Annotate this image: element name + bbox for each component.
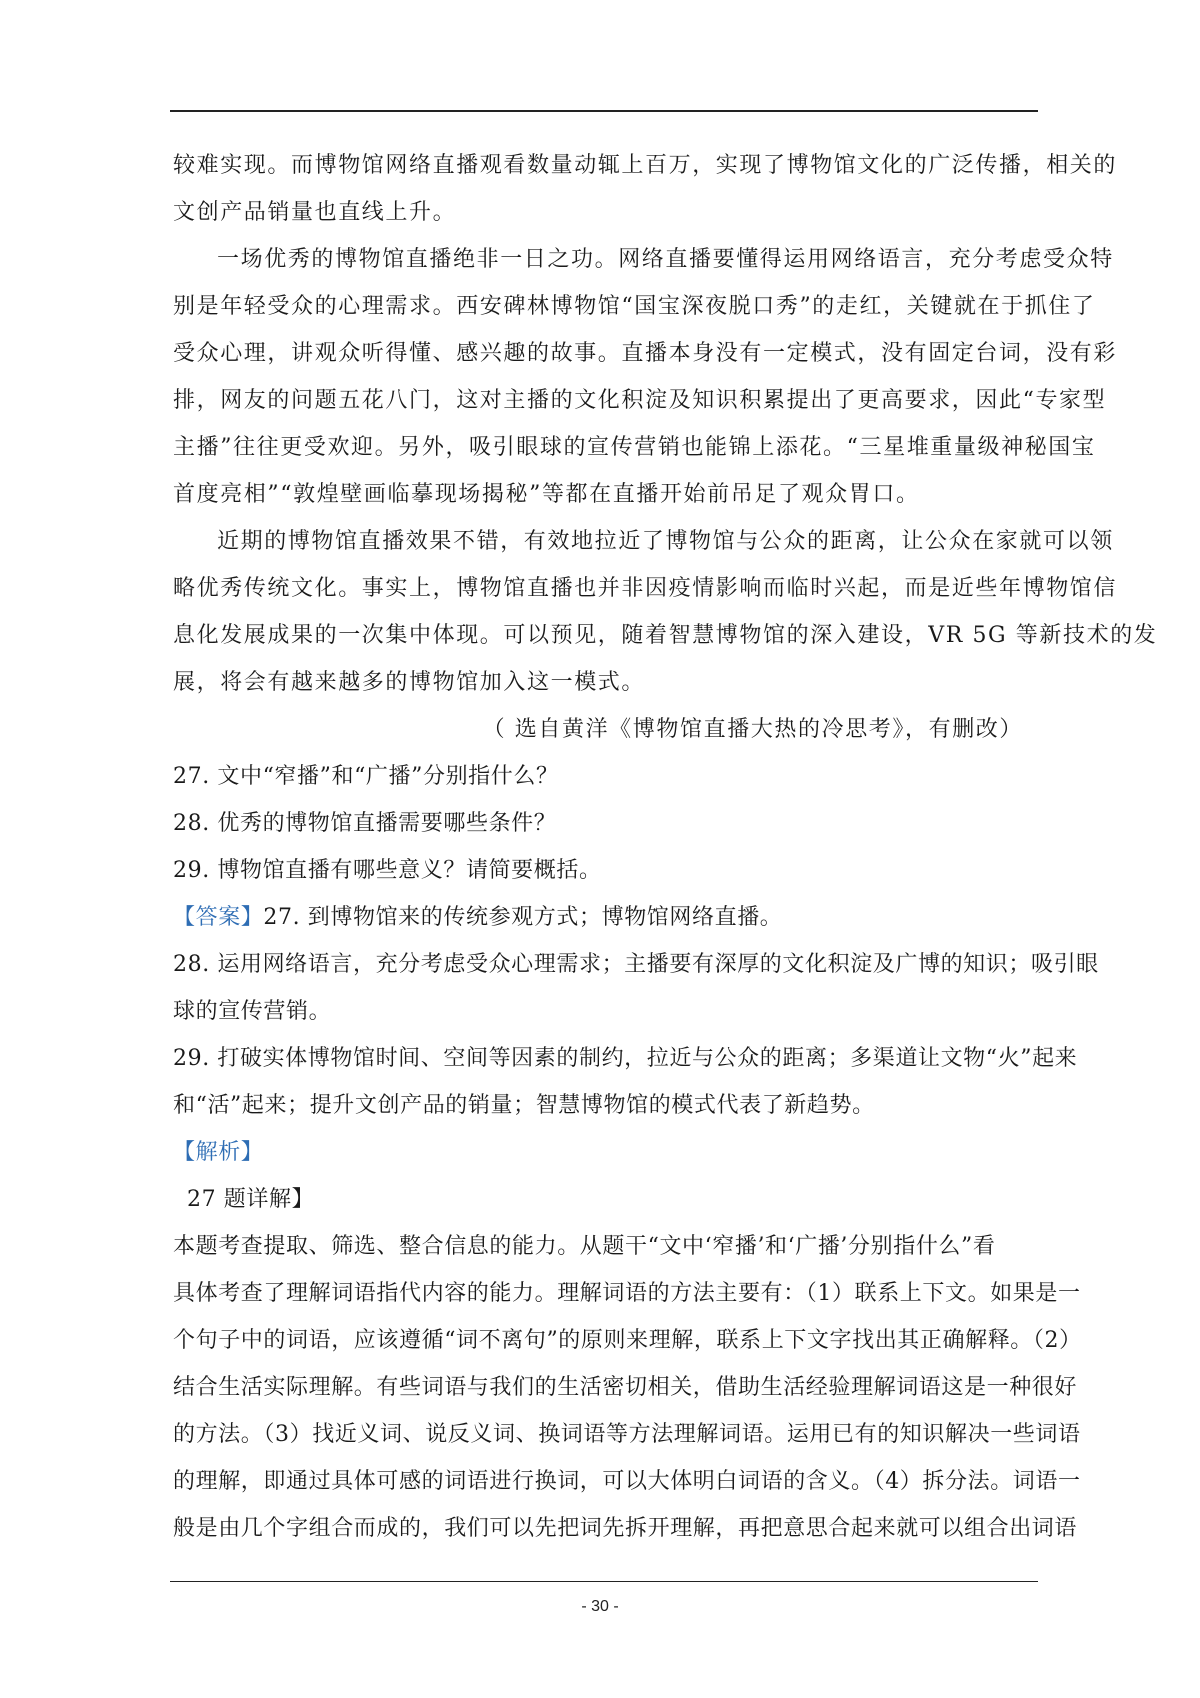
passage-line: 较难实现。而博物馆网络直播观看数量动辄上百万，实现了博物馆文化的广泛传播，相关的	[173, 153, 1118, 178]
passage-line: 主播”往往更受欢迎。另外，吸引眼球的宣传营销也能锦上添花。“三星堆重量级神秘国宝	[173, 435, 1096, 460]
passage-line: 文创产品销量也直线上升。	[173, 200, 457, 225]
answer-line: 29. 打破实体博物馆时间、空间等因素的制约，拉近与公众的距离；多渠道让文物“火”起来	[173, 1046, 1078, 1071]
analysis-line: 结合生活实际理解。有些词语与我们的生活密切相关，借助生活经验理解词语这是一种很好	[173, 1375, 1078, 1400]
passage-line: 一场优秀的博物馆直播绝非一日之功。网络直播要懂得运用网络语言，充分考虑受众特	[217, 247, 1114, 272]
question-item: 29. 博物馆直播有哪些意义？请简要概括。	[173, 858, 602, 883]
answer-first-line	[173, 894, 1035, 941]
analysis-heading: 27 题详解】	[187, 1187, 315, 1212]
source-citation: （ 选自黄洋《博物馆直播大热的冷思考》，有删改）	[482, 717, 1023, 742]
answer-line: 28. 运用网络语言，充分考虑受众心理需求；主播要有深厚的文化积淀及广博的知识；吸引眼	[173, 952, 1099, 977]
analysis-line: 个句子中的词语，应该遵循“词不离句”的原则来理解，联系上下文字找出其正确解释。（2）	[173, 1328, 1082, 1353]
passage-line: 近期的博物馆直播效果不错，有效地拉近了博物馆与公众的距离，让公众在家就可以领	[217, 529, 1114, 554]
passage-line: 息化发展成果的一次集中体现。可以预见，随着智慧博物馆的深入建设，VR 5G 等新技术的发	[173, 623, 1158, 648]
analysis-line: 的方法。（3）找近义词、说反义词、换词语等方法理解词语。运用已有的知识解决一些词语	[173, 1422, 1081, 1447]
answer-line: 球的宣传营销。	[173, 999, 332, 1024]
analysis-tag-line	[173, 1129, 1035, 1176]
passage-line: 别是年轻受众的心理需求。西安碑林博物馆“国宝深夜脱口秀”的走红，关键就在于抓住了	[173, 294, 1096, 319]
analysis-line: 具体考查了理解词语指代内容的能力。理解词语的方法主要有：（1）联系上下文。如果是一	[173, 1281, 1081, 1306]
header-rule	[170, 110, 1038, 112]
question-item: 28. 优秀的博物馆直播需要哪些条件？	[173, 811, 557, 836]
analysis-line: 本题考查提取、筛选、整合信息的能力。从题干“文中‘窄播’和‘广播’分别指什么”看	[173, 1234, 996, 1259]
footer-rule	[170, 1581, 1038, 1582]
question-item: 27. 文中“窄播”和“广播”分别指什么？	[173, 764, 559, 789]
analysis-tag: 【解析】	[173, 1140, 264, 1165]
passage-line: 略优秀传统文化。事实上，博物馆直播也并非因疫情影响而临时兴起，而是近些年博物馆信	[173, 576, 1118, 601]
answer-line: 和“活”起来；提升文创产品的销量；智慧博物馆的模式代表了新趋势。	[173, 1093, 875, 1118]
passage-line: 排，网友的问题五花八门，这对主播的文化积淀及知识积累提出了更高要求，因此“专家型	[173, 388, 1107, 413]
page-number: - 30 -	[581, 1598, 619, 1615]
answer-tag: 【答案】	[173, 905, 264, 930]
analysis-line: 般是由几个字组合而成的，我们可以先把词先拆开理解，再把意思合起来就可以组合出词语	[173, 1516, 1078, 1541]
answer-text: 27. 到博物馆来的传统参观方式；博物馆网络直播。	[263, 905, 783, 930]
passage-line: 受众心理，讲观众听得懂、感兴趣的故事。直播本身没有一定模式，没有固定台词，没有彩	[173, 341, 1118, 366]
analysis-line: 的理解，即通过具体可感的词语进行换词，可以大体明白词语的含义。（4）拆分法。词语一	[173, 1469, 1081, 1494]
passage-line: 首度亮相”“敦煌壁画临摹现场揭秘”等都在直播开始前吊足了观众胃口。	[173, 482, 920, 507]
passage-line: 展，将会有越来越多的博物馆加入这一模式。	[173, 670, 646, 695]
page-body	[173, 142, 1158, 1552]
